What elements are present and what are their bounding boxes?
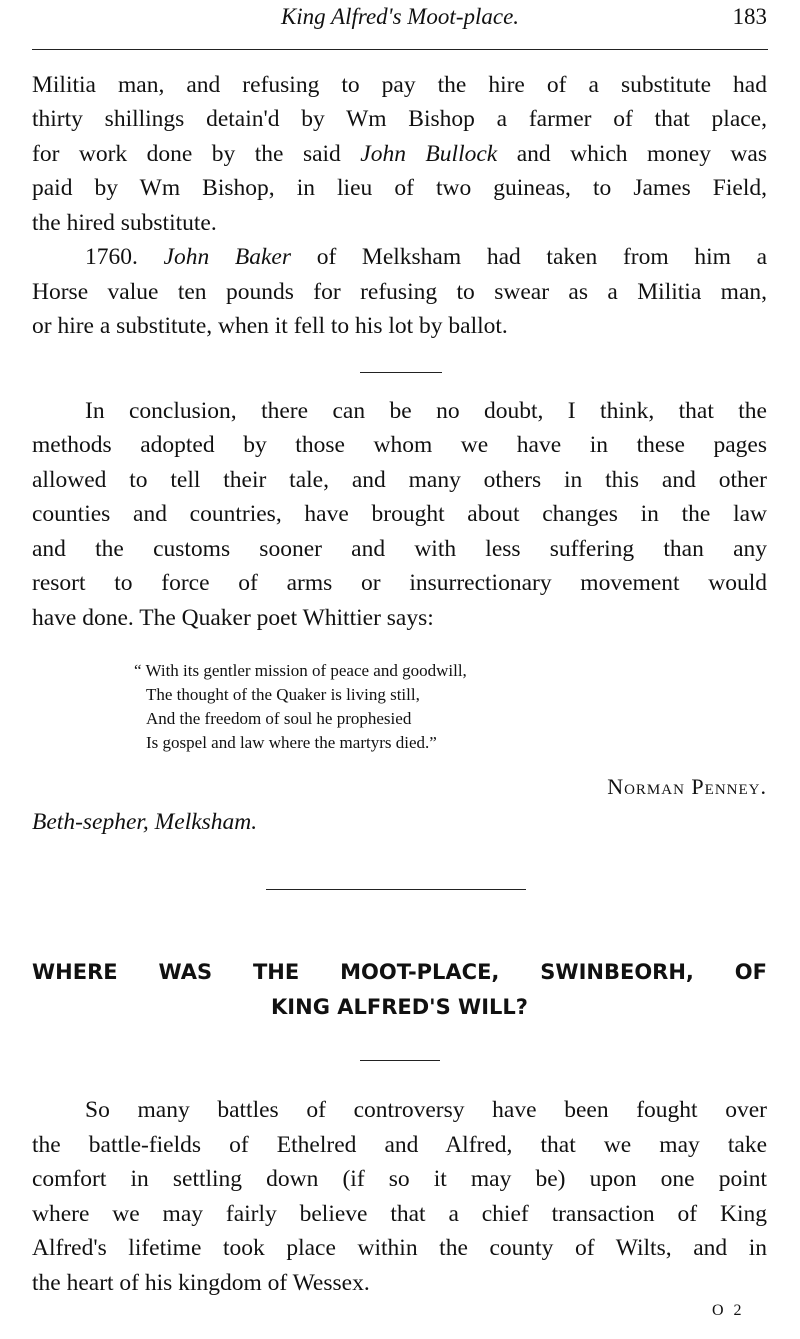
article-heading: KING ALFRED'S WILL?	[271, 995, 528, 1019]
section-rule	[360, 372, 442, 373]
text-line: resort to force of arms or insurrectionary movement would	[32, 570, 767, 596]
poem-line: And the freedom of soul he prophesied	[146, 709, 412, 728]
text-line: thirty shillings detain'd by Wm Bishop a farmer of that place,	[32, 106, 767, 132]
text-line: where we may fairly believe that a chief transaction of King	[32, 1201, 767, 1227]
location: Beth-sepher, Melksham.	[32, 809, 258, 835]
text-line: comfort in settling down (if so it may be) upon one point	[32, 1166, 767, 1192]
text-line	[85, 242, 767, 272]
running-title: King Alfred's Moot-place.	[280, 4, 520, 29]
text-line: have done. The Quaker poet Whittier says:	[32, 605, 434, 631]
text-line: In conclusion, there can be no doubt, I think, that the	[85, 398, 767, 424]
text-line: and the customs sooner and with less suffering than any	[32, 536, 767, 562]
person-name: John Bullock	[360, 141, 498, 167]
text-line: the heart of his kingdom of Wessex.	[32, 1270, 370, 1296]
section-rule	[360, 1060, 440, 1061]
text-line: Alfred's lifetime took place within the county of Wilts, and in	[32, 1235, 767, 1261]
text-line: counties and countries, have brought about changes in the law	[32, 501, 767, 527]
text: for work done by the said	[32, 141, 361, 167]
text: 1760.	[85, 244, 164, 270]
poem-line: Is gospel and law where the martyrs died.”	[146, 733, 437, 752]
article-heading: WHERE WAS THE MOOT-PLACE, SWINBEORH, OF	[32, 960, 767, 984]
text-line: Militia man, and refusing to pay the hire of a substitute had	[32, 72, 767, 98]
person-name: John Baker	[163, 244, 292, 270]
text: of Melksham had taken from him a	[291, 244, 767, 270]
section-rule	[266, 889, 526, 890]
signature-mark: O 2	[712, 1302, 745, 1319]
text-line: allowed to tell their tale, and many others in this and other	[32, 467, 767, 493]
poem-line: “ With its gentler mission of peace and goodwill,	[134, 661, 467, 680]
text-line: the battle-fields of Ethelred and Alfred, that we may take	[32, 1132, 767, 1158]
text-line: So many battles of controversy have been fought over	[85, 1097, 767, 1123]
signature: Norman Penney.	[607, 774, 767, 799]
page-number: 183	[732, 4, 767, 29]
text-line: or hire a substitute, when it fell to his lot by ballot.	[32, 313, 508, 339]
text: and which money was	[497, 141, 767, 167]
text-line: paid by Wm Bishop, in lieu of two guineas, to James Field,	[32, 175, 767, 201]
text-line	[32, 139, 767, 169]
header-rule	[32, 49, 768, 50]
text-line: methods adopted by those whom we have in these pages	[32, 432, 767, 458]
text-line: the hired substitute.	[32, 210, 217, 236]
poem-line: The thought of the Quaker is living still,	[146, 685, 420, 704]
text-line: Horse value ten pounds for refusing to swear as a Militia man,	[32, 279, 767, 305]
